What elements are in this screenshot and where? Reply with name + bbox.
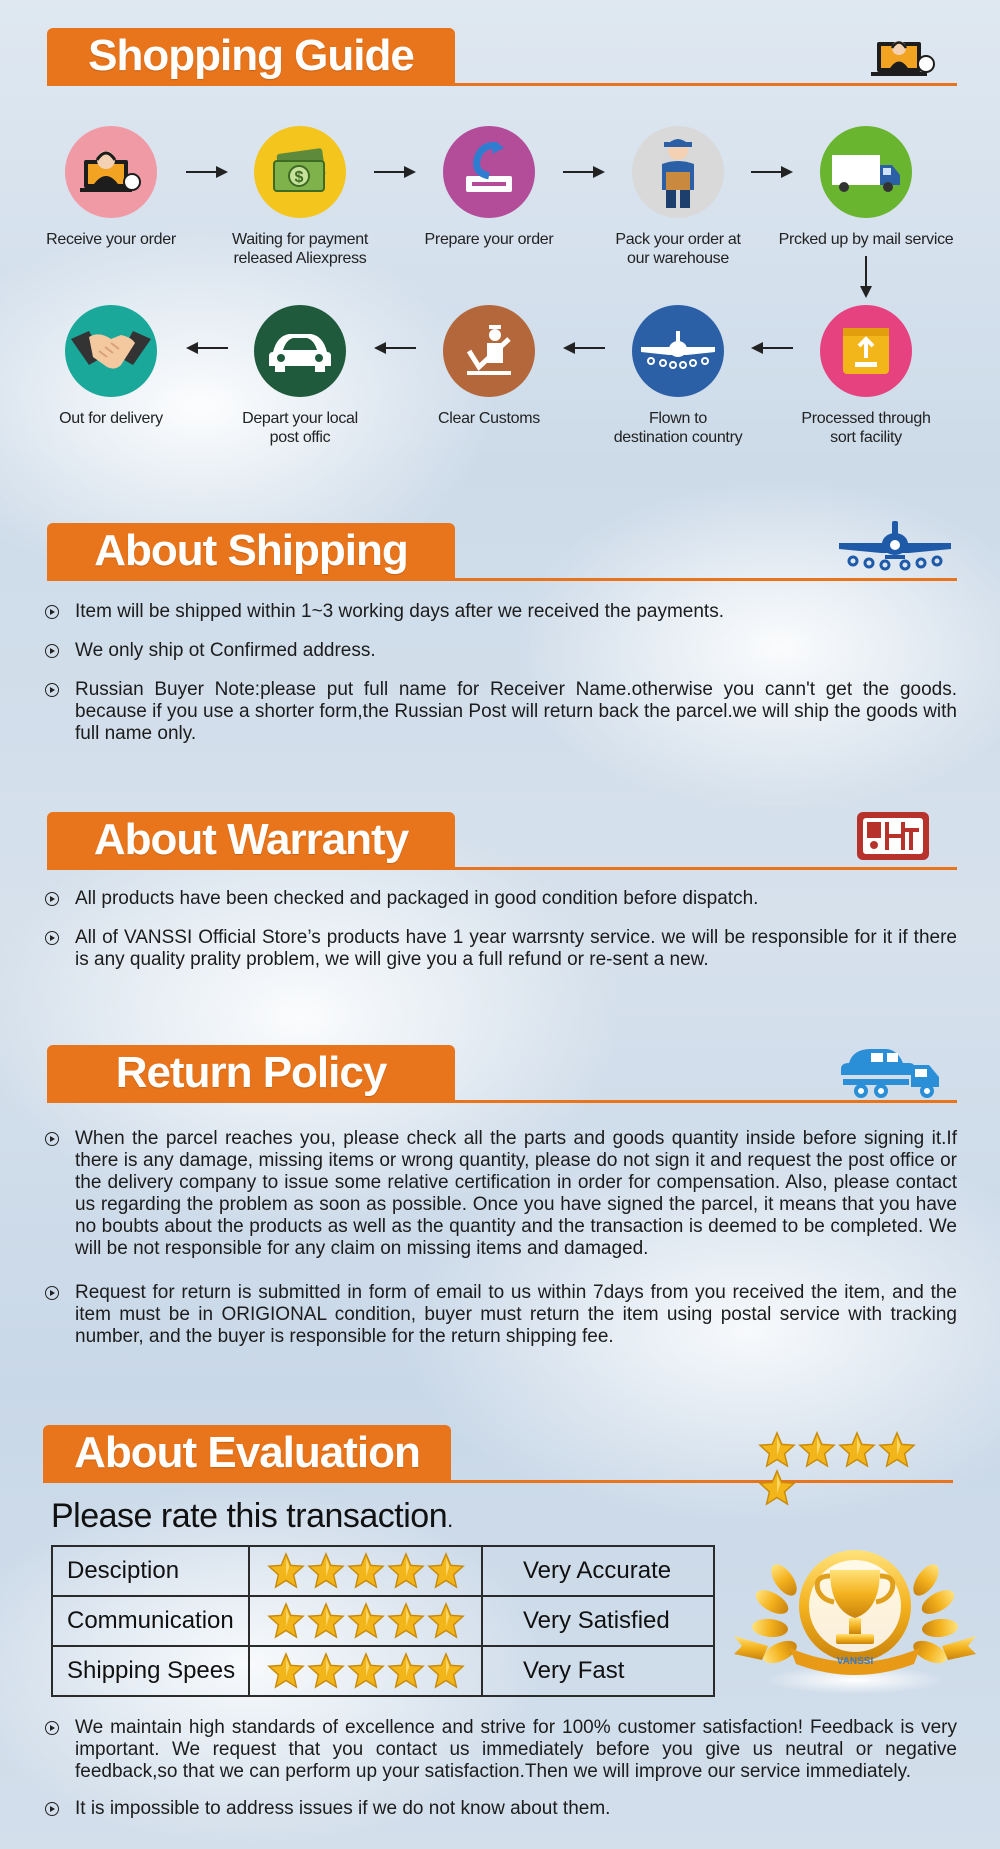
step-label: Processed through sort facility (801, 410, 931, 446)
bullet-arrow-icon (45, 683, 59, 697)
car-icon (254, 305, 346, 397)
prepare-order-icon (443, 126, 535, 218)
star-icon (758, 1431, 796, 1469)
step-10 (16, 305, 206, 428)
airplane-icon (632, 305, 724, 397)
section-title: About Warranty (47, 812, 455, 868)
star-icon (427, 1552, 465, 1590)
step-8 (394, 305, 584, 428)
shopping-guide-header (47, 28, 957, 88)
rating-table (51, 1545, 715, 1697)
star-icon (427, 1652, 465, 1690)
section-rule (47, 1100, 957, 1103)
trophy-brand-text: VANSSI (836, 1656, 874, 1667)
rating-row (52, 1546, 714, 1596)
rating-value: Very Accurate (482, 1546, 714, 1596)
step-label: Depart your local post offic (242, 410, 358, 446)
shipping-bullets (45, 601, 957, 745)
bullet-text: Item will be shipped within 1~3 working days after we received the payments. (75, 601, 724, 622)
courier-icon (632, 126, 724, 218)
star-icon (387, 1552, 425, 1590)
rating-stars[interactable] (249, 1646, 482, 1696)
step-label: Clear Customs (438, 410, 540, 427)
bullet-item (45, 927, 957, 971)
tow-truck-icon (841, 1045, 947, 1099)
step-1 (16, 126, 206, 249)
bullet-text: We only ship ot Confirmed address. (75, 640, 376, 661)
bullet-text: We maintain high standards of excellence and strive for 100% customer satisfaction! Feedback is very important. We request that you contact us immediately before you give us neutral or negative feedback,so that we can perform up your satisfaction.Then we will improve our service immediately. (75, 1717, 957, 1782)
star-icon (838, 1431, 876, 1469)
bullet-item (45, 1128, 957, 1260)
rating-row (52, 1646, 714, 1696)
bullet-arrow-icon (45, 1721, 59, 1735)
section-rule (47, 83, 957, 86)
bullet-item (45, 1798, 957, 1820)
arrow-right-icon (374, 165, 416, 179)
star-icon (347, 1652, 385, 1690)
bullet-item (45, 1717, 957, 1783)
star-icon (387, 1602, 425, 1640)
trophy-icon (732, 1540, 978, 1698)
star-icon (758, 1469, 796, 1507)
step-label: Flown to destination country (613, 410, 743, 446)
star-icon (347, 1552, 385, 1590)
bullet-item (45, 601, 957, 623)
customer-service-icon (65, 126, 157, 218)
svg-text:$: $ (294, 169, 304, 186)
star-icon (387, 1652, 425, 1690)
rating-label: Desciption (52, 1546, 249, 1596)
step-7 (583, 305, 773, 447)
rating-value: Very Satisfied (482, 1596, 714, 1646)
star-icon (267, 1602, 305, 1640)
step-9 (205, 305, 395, 447)
section-rule (47, 867, 957, 870)
section-title: About Shipping (47, 523, 455, 579)
step-label: Waiting for payment released Aliexpress (232, 231, 368, 267)
star-icon (307, 1602, 345, 1640)
star-icon (267, 1552, 305, 1590)
return-bullets (45, 1128, 957, 1348)
bullet-text: Russian Buyer Note:please put full name for Receiver Name.otherwise you cann't get the goods. because if you use a shorter form,the Russian Post will return back the parcel.we will ship the goods with full name only. (75, 679, 957, 744)
money-icon (254, 126, 346, 218)
bullet-arrow-icon (45, 892, 59, 906)
step-3 (394, 126, 584, 249)
bullet-text: Request for return is submitted in form of email to us within 7days from you received the item, and the item must be in ORIGIONAL condition, buyer must return the item using postal service with tracking number, and the buyer is responsible for the return shipping fee. (75, 1282, 957, 1347)
warranty-bullets (45, 888, 957, 971)
arrow-right-icon (186, 165, 228, 179)
step-label: Out for delivery (59, 410, 163, 427)
arrow-left-icon (751, 341, 793, 355)
star-icon (307, 1552, 345, 1590)
bullet-item (45, 1282, 957, 1348)
bullet-arrow-icon (45, 931, 59, 945)
step-label: Prepare your order (424, 231, 554, 248)
star-icon (347, 1602, 385, 1640)
rating-label: Shipping Spees (52, 1646, 249, 1696)
bullet-item (45, 640, 957, 662)
truck-icon (820, 126, 912, 218)
about-shipping-header (47, 523, 957, 583)
airplane-icon (835, 517, 955, 577)
rating-title: Please rate this transaction. (51, 1497, 453, 1535)
package-icon (820, 305, 912, 397)
star-icon (267, 1652, 305, 1690)
header-stars (757, 1431, 953, 1507)
bullet-item (45, 679, 957, 745)
arrow-down-icon (859, 256, 873, 298)
bullet-text: When the parcel reaches you, please check all the parts and goods quantity inside before signing it.If there is any damage, missing items or wrong quantity, please do not sign it and request the post office or the delivery company to issue some relative certification in order for compensation. Also, please contact us regarding the problem as soon as possible. Once you have signed the parcel, it means that you have no boubts about the products as well as the quantity and the transaction is deemed to be completed. We will be not responsible for any claim on missing items and damaged. (75, 1128, 957, 1259)
step-6 (771, 305, 961, 447)
bullet-arrow-icon (45, 1286, 59, 1300)
bullet-arrow-icon (45, 605, 59, 619)
section-title: Shopping Guide (47, 28, 455, 84)
section-title: About Evaluation (43, 1425, 451, 1481)
rating-row (52, 1596, 714, 1646)
return-policy-header (47, 1045, 957, 1105)
step-label: Pack your order at our warehouse (615, 231, 741, 267)
bullet-text: All of VANSSI Official Store’s products have 1 year warrsnty service. we will be responsible for it if there is any quality prality problem, we will give you a full refund or re-sent a new. (75, 927, 957, 970)
bullet-item (45, 888, 957, 910)
section-title: Return Policy (47, 1045, 455, 1101)
star-icon (798, 1431, 836, 1469)
arrow-right-icon (563, 165, 605, 179)
about-warranty-header (47, 812, 957, 872)
bullet-arrow-icon (45, 644, 59, 658)
warranty-card-icon (855, 810, 931, 862)
step-label: Prcked up by mail service (778, 231, 954, 248)
star-icon (878, 1431, 916, 1469)
evaluation-bullets (45, 1717, 957, 1820)
rating-stars[interactable] (249, 1596, 482, 1646)
rating-value: Very Fast (482, 1646, 714, 1696)
about-evaluation-header (43, 1425, 953, 1485)
star-icon (307, 1652, 345, 1690)
bullet-arrow-icon (45, 1132, 59, 1146)
customer-service-icon (863, 28, 941, 84)
step-label: Receive your order (46, 231, 176, 248)
step-5 (771, 126, 961, 249)
customs-icon (443, 305, 535, 397)
bullet-text: All products have been checked and packaged in good condition before dispatch. (75, 888, 759, 909)
section-rule (47, 578, 957, 581)
star-icon (427, 1602, 465, 1640)
arrow-right-icon (751, 165, 793, 179)
arrow-left-icon (374, 341, 416, 355)
bullet-text: It is impossible to address issues if we do not know about them. (75, 1798, 611, 1819)
handshake-icon (65, 305, 157, 397)
arrow-left-icon (563, 341, 605, 355)
rating-stars[interactable] (249, 1546, 482, 1596)
bullet-arrow-icon (45, 1802, 59, 1816)
arrow-left-icon (186, 341, 228, 355)
step-2 (205, 126, 395, 268)
step-4 (583, 126, 773, 268)
rating-label: Communication (52, 1596, 249, 1646)
